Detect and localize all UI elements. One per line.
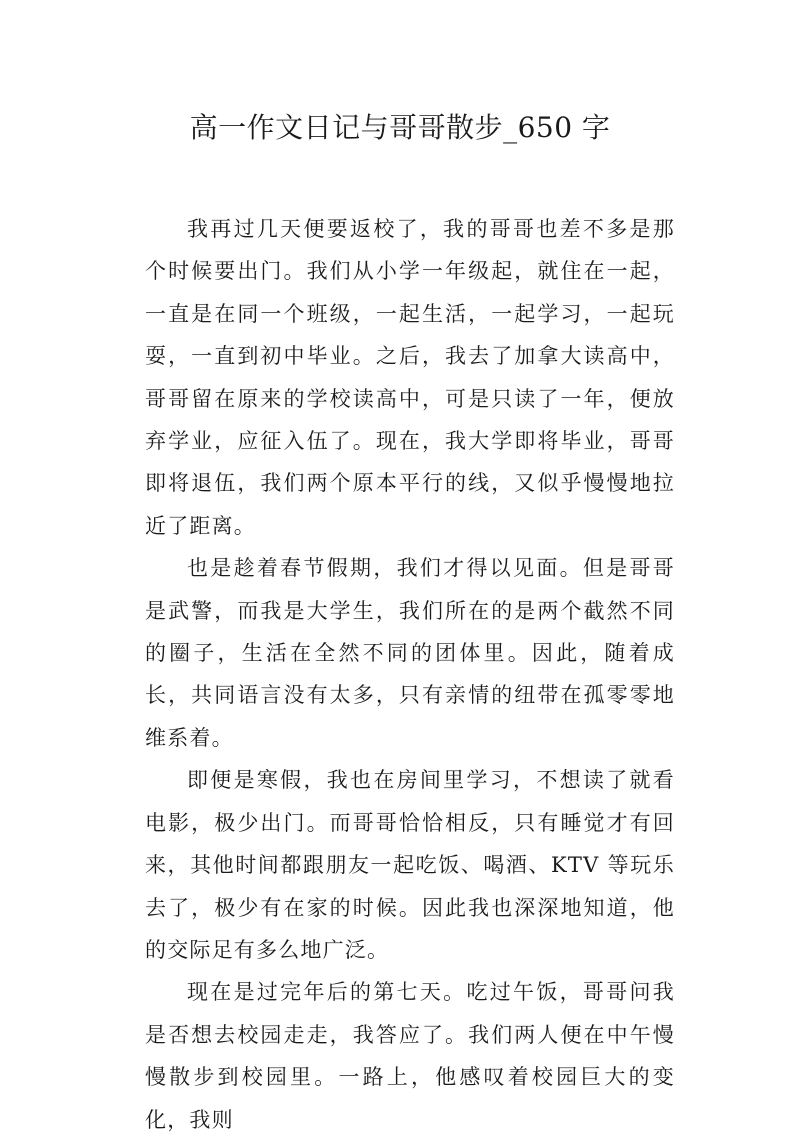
paragraph-4: 现在是过完年后的第七天。吃过午饭，哥哥问我是否想去校园走走，我答应了。我们两人便在中午慢慢散步到校园里。一路上，他感叹着校园巨大的变化，我则 bbox=[145, 980, 675, 1132]
paragraph-1: 我再过几天便要返校了，我的哥哥也差不多是那个时候要出门。我们从小学一年级起，就住在一起，一直是在同一个班级，一起生活，一起学习，一起玩耍，一直到初中毕业。之后，我去了加拿大读高中，哥哥留在原来的学校读高中，可是只读了一年，便放弃学业，应征入伍了。现在，我大学即将毕业，哥哥即将退伍，我们两个原本平行的线，又似乎慢慢地拉近了距离。 bbox=[145, 217, 675, 538]
paragraph-3: 即便是寒假，我也在房间里学习，不想读了就看电影，极少出门。而哥哥恰恰相反，只有睡觉才有回来，其他时间都跟朋友一起吃饭、喝酒、KTV 等玩乐去了，极少有在家的时候。因此我也深深地知道，他的交际足有多么地广泛。 bbox=[145, 768, 675, 962]
document-title: 高一作文日记与哥哥散步_650 字 bbox=[189, 111, 611, 144]
paragraph-2: 也是趁着春节假期，我们才得以见面。但是哥哥是武警，而我是大学生，我们所在的是两个截然不同的圈子，生活在全然不同的团体里。因此，随着成长，共同语言没有太多，只有亲情的纽带在孤零零地维系着。 bbox=[145, 556, 675, 750]
document-body bbox=[145, 208, 675, 1141]
